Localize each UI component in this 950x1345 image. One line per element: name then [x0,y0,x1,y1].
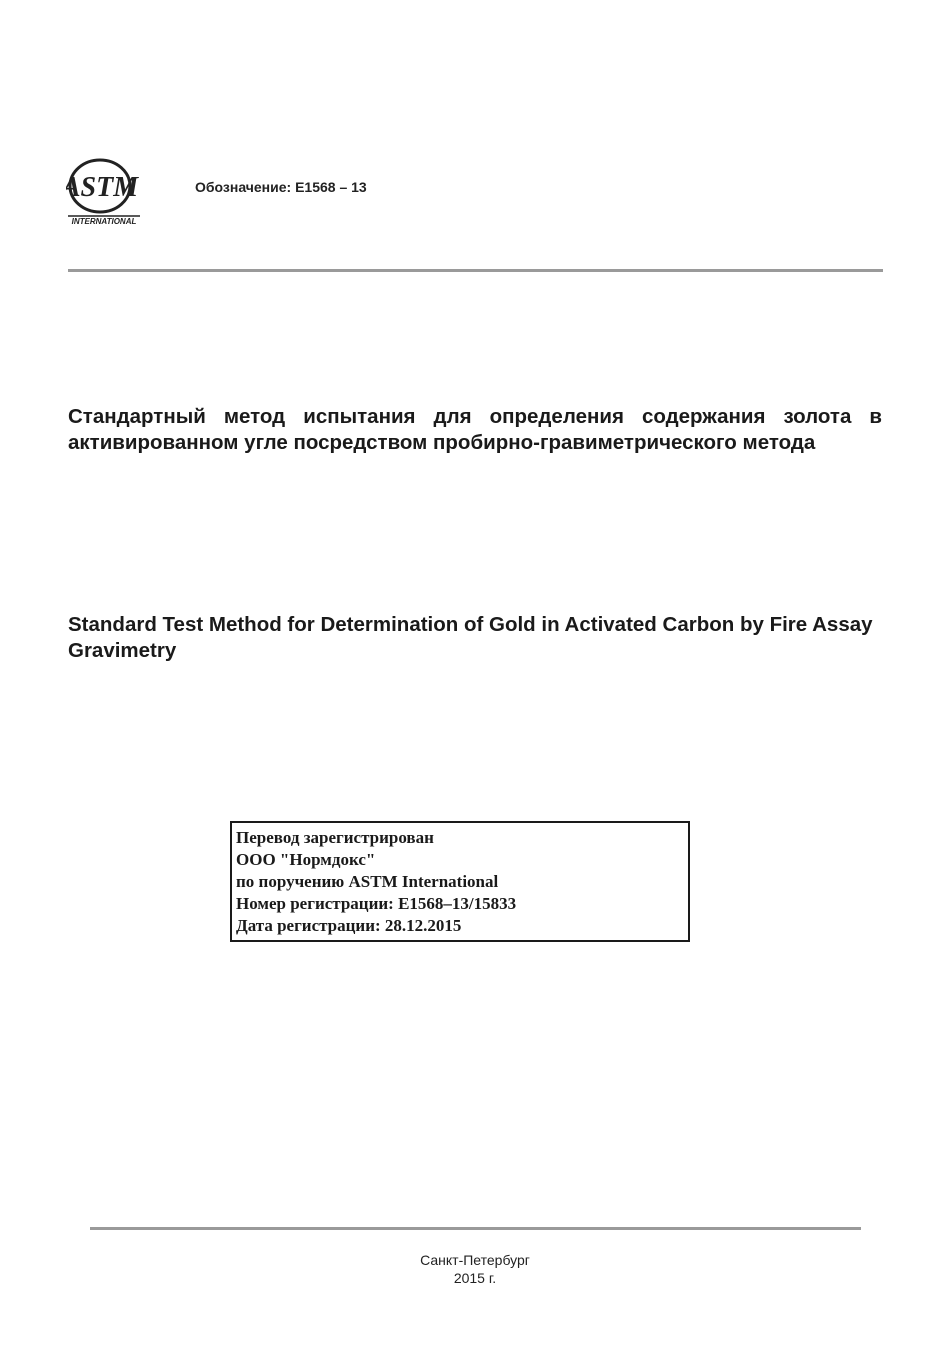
footer-year: 2015 г. [453,1270,497,1286]
bottom-divider [90,1227,861,1230]
title-russian: Стандартный метод испытания для определения содержания золота в активированном угле посредством пробирно-гравиметрического метода [68,405,882,454]
registration-number: Номер регистрации: E1568–13/15833 [236,894,517,913]
footer [0,1251,950,1287]
logo-text: ASTM [66,172,139,203]
title-english: Standard Test Method for Determination of Gold in Activated Carbon by Fire Assay Gravimetry [68,613,873,662]
astm-logo-icon [66,158,142,228]
top-divider [68,269,883,272]
registration-line-1: Перевод зарегистрирован [236,828,434,847]
registration-date: Дата регистрации: 28.12.2015 [236,916,462,935]
logo-subtext: INTERNATIONAL [71,217,137,226]
registration-line-2: ООО "Нормдокс" [236,850,376,869]
footer-city: Санкт-Петербург [420,1252,530,1268]
registration-box [230,821,690,942]
designation: Обозначение: E1568 – 13 [195,179,367,195]
registration-line-3: по поручению ASTM International [236,872,499,891]
astm-logo [66,158,142,228]
